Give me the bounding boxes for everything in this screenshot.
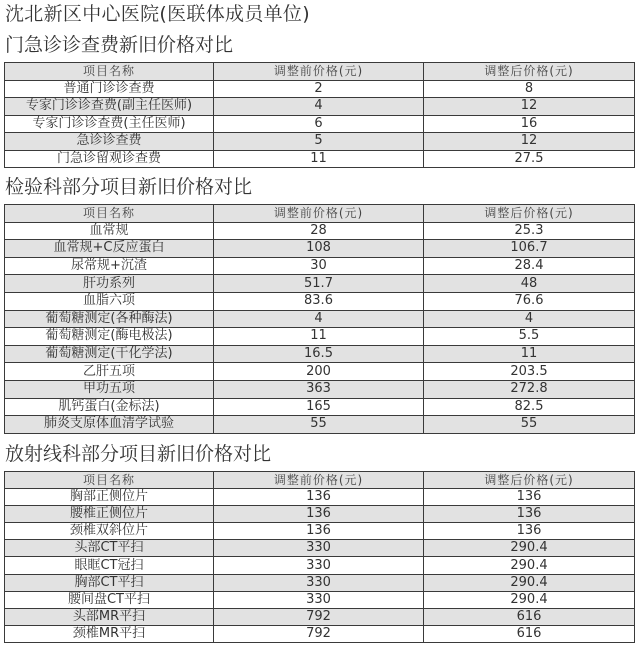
item-name-cell: 乙肝五项 xyxy=(5,363,214,381)
item-name-cell: 头部CT平扫 xyxy=(5,540,214,557)
price-after-cell: 12 xyxy=(424,98,635,116)
table-row xyxy=(5,328,635,346)
table-row xyxy=(5,150,635,168)
item-name-cell: 腰间盘CT平扫 xyxy=(5,591,214,608)
price-before-cell: 363 xyxy=(214,380,424,398)
item-name-cell: 专家门诊诊查费(主任医师) xyxy=(5,115,214,133)
table-row xyxy=(5,398,635,416)
price-after-cell: 290.4 xyxy=(424,540,635,557)
price-before-cell: 28 xyxy=(214,222,424,240)
price-after-cell: 25.3 xyxy=(424,222,635,240)
item-name-cell: 腰椎正侧位片 xyxy=(5,506,214,523)
item-name-cell: 普通门诊诊查费 xyxy=(5,80,214,98)
radiology-fee-table xyxy=(4,471,635,643)
section-title-lab: 检验科部分项目新旧价格对比 xyxy=(5,176,253,198)
section-title-outpatient: 门急诊诊查费新旧价格对比 xyxy=(5,34,234,56)
price-after-cell: 76.6 xyxy=(424,292,635,310)
price-after-cell: 136 xyxy=(424,489,635,506)
price-before-cell: 11 xyxy=(214,150,424,168)
item-name-cell: 胸部CT平扫 xyxy=(5,574,214,591)
column-header-name: 项目名称 xyxy=(5,205,214,223)
price-after-cell: 290.4 xyxy=(424,574,635,591)
table-row xyxy=(5,380,635,398)
item-name-cell: 颈椎MR平扫 xyxy=(5,625,214,642)
table-row xyxy=(5,574,635,591)
price-before-cell: 4 xyxy=(214,310,424,328)
table-row xyxy=(5,310,635,328)
price-before-cell: 55 xyxy=(214,416,424,434)
item-name-cell: 葡萄糖测定(各种酶法) xyxy=(5,310,214,328)
price-before-cell: 792 xyxy=(214,608,424,625)
price-before-cell: 6 xyxy=(214,115,424,133)
item-name-cell: 肝功系列 xyxy=(5,275,214,293)
table-header-row xyxy=(5,63,635,81)
item-name-cell: 甲功五项 xyxy=(5,380,214,398)
table-row xyxy=(5,557,635,574)
table-row xyxy=(5,540,635,557)
table-row xyxy=(5,625,635,642)
price-before-cell: 330 xyxy=(214,557,424,574)
price-after-cell: 290.4 xyxy=(424,591,635,608)
outpatient-fee-table xyxy=(4,62,635,168)
column-header-after: 调整后价格(元) xyxy=(424,63,635,81)
price-before-cell: 200 xyxy=(214,363,424,381)
table-row xyxy=(5,345,635,363)
item-name-cell: 眼眶CT冠扫 xyxy=(5,557,214,574)
price-after-cell: 106.7 xyxy=(424,240,635,258)
price-after-cell: 27.5 xyxy=(424,150,635,168)
column-header-before: 调整前价格(元) xyxy=(214,63,424,81)
column-header-before: 调整前价格(元) xyxy=(214,205,424,223)
item-name-cell: 颈椎双斜位片 xyxy=(5,523,214,540)
price-before-cell: 165 xyxy=(214,398,424,416)
table-row xyxy=(5,98,635,116)
table-row xyxy=(5,523,635,540)
price-after-cell: 5.5 xyxy=(424,328,635,346)
item-name-cell: 尿常规+沉渣 xyxy=(5,257,214,275)
item-name-cell: 血脂六项 xyxy=(5,292,214,310)
table-row xyxy=(5,115,635,133)
price-before-cell: 792 xyxy=(214,625,424,642)
item-name-cell: 头部MR平扫 xyxy=(5,608,214,625)
column-header-before: 调整前价格(元) xyxy=(214,472,424,489)
table-row xyxy=(5,275,635,293)
item-name-cell: 血常规 xyxy=(5,222,214,240)
price-after-cell: 136 xyxy=(424,523,635,540)
item-name-cell: 胸部正侧位片 xyxy=(5,489,214,506)
column-header-after: 调整后价格(元) xyxy=(424,472,635,489)
price-before-cell: 51.7 xyxy=(214,275,424,293)
table-row xyxy=(5,506,635,523)
table-row xyxy=(5,257,635,275)
column-header-name: 项目名称 xyxy=(5,472,214,489)
price-after-cell: 616 xyxy=(424,608,635,625)
item-name-cell: 急诊诊查费 xyxy=(5,133,214,151)
table-row xyxy=(5,222,635,240)
price-before-cell: 330 xyxy=(214,574,424,591)
item-name-cell: 肌钙蛋白(金标法) xyxy=(5,398,214,416)
item-name-cell: 门急诊留观诊查费 xyxy=(5,150,214,168)
table-row xyxy=(5,80,635,98)
price-before-cell: 83.6 xyxy=(214,292,424,310)
price-before-cell: 108 xyxy=(214,240,424,258)
table-row xyxy=(5,416,635,434)
item-name-cell: 葡萄糖测定(干化学法) xyxy=(5,345,214,363)
price-after-cell: 55 xyxy=(424,416,635,434)
table-row xyxy=(5,292,635,310)
price-before-cell: 136 xyxy=(214,506,424,523)
item-name-cell: 专家门诊诊查费(副主任医师) xyxy=(5,98,214,116)
price-after-cell: 8 xyxy=(424,80,635,98)
price-after-cell: 16 xyxy=(424,115,635,133)
price-before-cell: 2 xyxy=(214,80,424,98)
price-after-cell: 28.4 xyxy=(424,257,635,275)
item-name-cell: 血常规+C反应蛋白 xyxy=(5,240,214,258)
item-name-cell: 葡萄糖测定(酶电极法) xyxy=(5,328,214,346)
price-before-cell: 5 xyxy=(214,133,424,151)
table-row xyxy=(5,591,635,608)
table-row xyxy=(5,133,635,151)
table-row xyxy=(5,608,635,625)
price-after-cell: 82.5 xyxy=(424,398,635,416)
table-header-row xyxy=(5,472,635,489)
column-header-after: 调整后价格(元) xyxy=(424,205,635,223)
lab-fee-table xyxy=(4,204,635,434)
item-name-cell: 肺炎支原体血清学试验 xyxy=(5,416,214,434)
section-title-radiology: 放射线科部分项目新旧价格对比 xyxy=(5,443,272,465)
table-row xyxy=(5,363,635,381)
price-before-cell: 16.5 xyxy=(214,345,424,363)
price-after-cell: 48 xyxy=(424,275,635,293)
price-before-cell: 136 xyxy=(214,523,424,540)
price-after-cell: 616 xyxy=(424,625,635,642)
price-before-cell: 330 xyxy=(214,591,424,608)
price-before-cell: 330 xyxy=(214,540,424,557)
price-after-cell: 11 xyxy=(424,345,635,363)
table-row xyxy=(5,489,635,506)
price-before-cell: 30 xyxy=(214,257,424,275)
document-title: 沈北新区中心医院(医联体成员单位) xyxy=(5,3,310,25)
price-before-cell: 4 xyxy=(214,98,424,116)
table-row xyxy=(5,240,635,258)
price-after-cell: 203.5 xyxy=(424,363,635,381)
price-after-cell: 272.8 xyxy=(424,380,635,398)
price-before-cell: 11 xyxy=(214,328,424,346)
table-header-row xyxy=(5,205,635,223)
price-after-cell: 4 xyxy=(424,310,635,328)
price-before-cell: 136 xyxy=(214,489,424,506)
column-header-name: 项目名称 xyxy=(5,63,214,81)
price-after-cell: 290.4 xyxy=(424,557,635,574)
price-after-cell: 136 xyxy=(424,506,635,523)
price-after-cell: 12 xyxy=(424,133,635,151)
